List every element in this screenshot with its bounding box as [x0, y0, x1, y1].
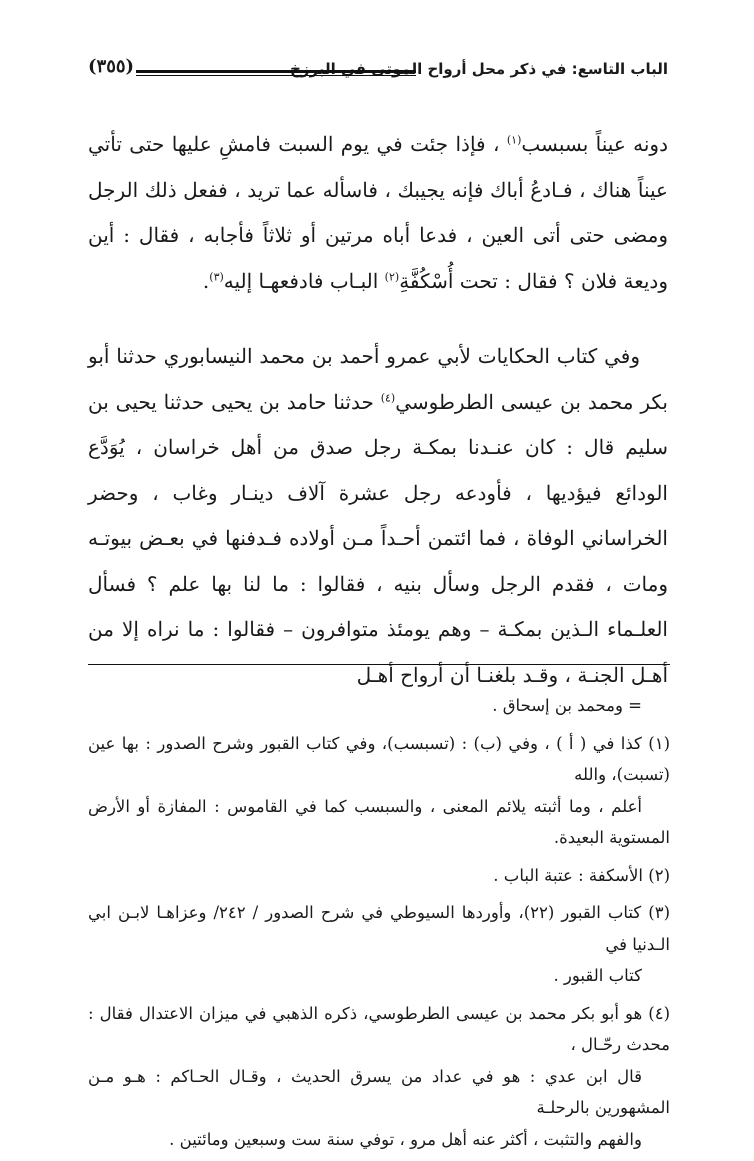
footnote-ref-3[interactable]: (٣)	[209, 269, 224, 283]
paragraph-1	[88, 122, 668, 304]
footnote-4-cont1: قال ابن عدي : هو في عداد من يسرق الحديث ، وقـال الحـاكم : هـو مـن المشهورين بالرحلـة	[88, 1066, 670, 1117]
main-text	[88, 122, 668, 698]
footnote-ref-1[interactable]: (١)	[506, 133, 522, 147]
footnote-4-cont2: والفهم والتثبت ، أكثر عنه أهل مرو ، توفي سنة ست وسبعين ومائتين .	[169, 1129, 642, 1149]
chapter-title: الباب التاسع: في ذكر محل أرواح الموتى في البرزخ	[290, 60, 668, 78]
footnote-4-text: (٤) هو أبو بكر محمد بن عيسى الطرطوسي، ذكره الذهبي في ميزان الاعتدال فقال : محدث رحّـال ،	[88, 1003, 670, 1054]
page-number: (٣٥٥)	[88, 56, 135, 77]
header-rule-thin	[136, 75, 416, 76]
text-run: البـاب فادفعهـا إليه	[223, 268, 379, 293]
footnote-1	[88, 728, 670, 854]
footnote-continuation: = ومحمد بن إسحاق .	[492, 696, 642, 715]
footnote-4	[88, 998, 670, 1156]
footnote-ref-2[interactable]: (٢)	[384, 269, 400, 283]
paragraph-2	[88, 334, 668, 698]
text-run: ، فإذا جئت في يوم السبت فامشِ عليها حتى تأتي عيناً هناك ، فـادعُ أباك فإنه يجيبك ، فاسأله عما تريد ، ففعل ذلك الرجل ومضى حتى أتى العين ، فدعا أباه مرتين أو ثلاثاً فأجابه ، فقال : أين وديعة فلان ؟ فقال : تحت أُسْكُفَّةِ	[88, 132, 668, 293]
page-header	[88, 56, 668, 96]
text-run: دونه عيناً بسبسب	[521, 132, 668, 156]
text-run: وفي كتاب الحكايات لأبي عمرو أحمد بن محمد النيسابوري حدثنا أبو بكر محمد بن عيسى الطرطوسي	[88, 344, 668, 414]
footnote-2: (٢) الأسكفة : عتبة الباب .	[493, 865, 670, 885]
footnote-ref-4[interactable]: (٤)	[380, 390, 396, 404]
footnote-3-cont: كتاب القبور .	[553, 966, 642, 985]
text-run: حدثنا حامد بن يحيى حدثنا يحيى بن سليم قال : كان عنـدنا بمكـة رجل صدق من أهل خراسان ، يُوَدَّع الودائع فيؤديها ، فأودعه رجل عشرة آلاف دينـار وغاب ، وحضر الخراساني الوفاة ، فما ائتمن أحـداً مـن أولاده فـدفنها في بعـض بيوتـه ومات ، فقدم الرجل وسأل بنيه ، فقالوا : ما لنا بها علم ؟ فسأل العلـماء الـذين بمكـة – وهم يومئذ متوافرون – فقالوا : ما نراه إلا من أهـل الجنـة ، وقـد بلغنـا أن أرواح أهـل	[88, 389, 668, 687]
header-rule	[136, 70, 416, 73]
footnotes	[88, 690, 670, 1161]
footnote-3-text: (٣) كتاب القبور (٢٢)، وأوردها السيوطي في شرح الصدور / ٢٤٢/ وعزاهـا لابـن ابي الـدنيا في	[88, 903, 670, 954]
text-run: .	[202, 268, 210, 293]
footnote-3	[88, 897, 670, 992]
footnote-1-text: (١) كذا في ( أ ) ، وفي (ب) : (تسبسب)، وفي كتاب القبور وشرح الصدور : بها عين (تسبت)، والله	[88, 733, 670, 784]
footnote-1-cont: أعلم ، وما أثبته يلائم المعنى ، والسبسب كما في القاموس : المفازة أو الأرض المستوية البعيدة.	[88, 796, 670, 847]
footnote-separator	[88, 664, 670, 665]
